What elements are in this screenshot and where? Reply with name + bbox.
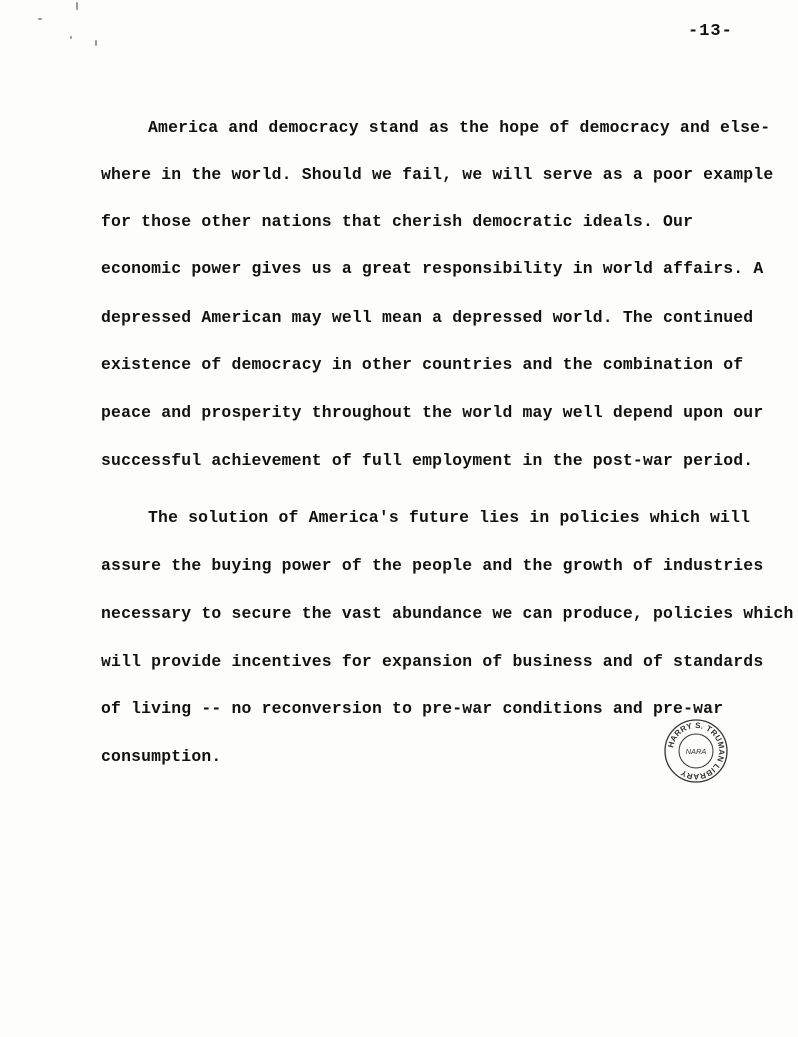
paragraph-2-line-2: assure the buying power of the people and the growth of industries (101, 556, 764, 575)
scan-speck (70, 36, 72, 39)
paragraph-1-line-8: successful achievement of full employment in the post-war period. (101, 451, 754, 470)
paragraph-1-line-7: peace and prosperity throughout the world may well depend upon our (101, 403, 764, 422)
stamp-outer-text: HARRY S. TRUMAN LIBRARY (666, 720, 727, 782)
scan-speck (76, 2, 78, 10)
paragraph-2-line-6: consumption. (101, 747, 222, 766)
paragraph-1-line-3: for those other nations that cherish democratic ideals. Our (101, 212, 694, 231)
paragraph-1-line-1: America and democracy stand as the hope of democracy and else- (148, 118, 771, 137)
stamp-inner-text: NARA (685, 747, 707, 756)
paragraph-1-line-5: depressed American may well mean a depressed world. The continued (101, 308, 754, 327)
paragraph-1-line-2: where in the world. Should we fail, we will serve as a poor example (101, 165, 774, 184)
paragraph-1-line-4: economic power gives us a great responsibility in world affairs. A (101, 259, 764, 278)
scan-speck (38, 18, 42, 20)
paragraph-2-line-1: The solution of America's future lies in policies which will (148, 508, 751, 527)
paragraph-2-line-5: of living -- no reconversion to pre-war conditions and pre-war (101, 699, 724, 718)
paragraph-2-line-4: will provide incentives for expansion of business and of standards (101, 652, 764, 671)
page-number: -13- (688, 22, 733, 41)
paragraph-2-line-3: necessary to secure the vast abundance we can produce, policies which (101, 604, 794, 623)
truman-library-stamp (664, 719, 728, 783)
scan-speck (95, 40, 97, 46)
paragraph-1-line-6: existence of democracy in other countries and the combination of (101, 355, 744, 374)
